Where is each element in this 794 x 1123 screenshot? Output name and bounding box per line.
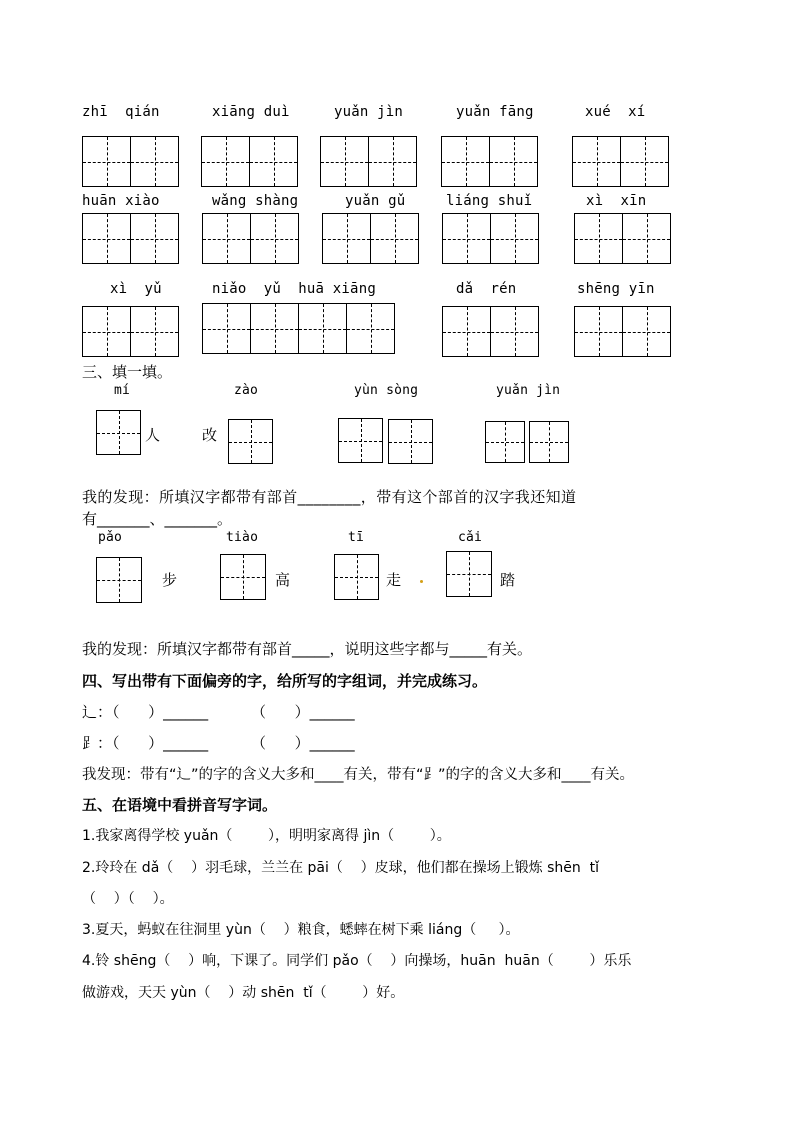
char-grid[interactable] [320,136,417,187]
pinyin-label: mí [114,383,131,398]
pinyin-label: shēng yīn [577,281,655,297]
section-title-3: 三、填一填。 [82,363,173,381]
pinyin-label: pǎo [98,530,123,545]
pinyin-label: tī [348,530,365,545]
pinyin-label: yuǎn jìn [496,383,561,398]
question-1: 1.我家离得学校 yuǎn（ ），明明家离得 jìn（ ）。 [82,828,451,844]
radical-row-1: 辶：（ ）______ （ ）______ [82,703,355,721]
pinyin-label: liáng shuǐ [446,193,533,209]
char-grid[interactable] [201,136,298,187]
section-title-4: 四、写出带有下面偏旁的字，给所写的字组词，并完成练习。 [82,672,488,690]
pinyin-label: xiāng duì [212,104,290,120]
pinyin-label: tiào [226,530,259,545]
char-grid[interactable] [202,303,395,354]
char-grid[interactable] [82,306,179,357]
pinyin-label: dǎ rén [456,281,517,297]
char-grid[interactable] [82,213,179,264]
pinyin-label: zhī qián [82,104,160,120]
char-grid[interactable] [574,213,671,264]
char-grid[interactable] [338,418,383,463]
finding-text-1b: 有_______、_______。 [82,510,233,528]
section-title-5: 五、在语境中看拼音写字词。 [82,796,278,814]
question-2: 2.玲玲在 dǎ（ ）羽毛球，兰兰在 pāi（ ）皮球，他们都在操场上锻炼 shēn tǐ [82,860,600,876]
pinyin-label: niǎo yǔ huā xiāng [212,281,376,297]
char-grid[interactable] [388,419,433,464]
pinyin-label: yuǎn jìn [334,104,404,120]
char-grid[interactable] [446,551,492,597]
pinyin-label: yuǎn fāng [456,104,534,120]
radical-row-2: ⻊：（ ）______ （ ）______ [82,734,355,752]
pinyin-label: yuǎn gǔ [345,193,406,209]
char-grid[interactable] [442,213,539,264]
pinyin-label: wǎng shàng [212,193,299,209]
given-char: 高 [275,571,291,589]
char-grid[interactable] [96,410,141,455]
char-grid[interactable] [228,419,273,464]
given-char: 走 [386,571,402,589]
char-grid[interactable] [82,136,179,187]
char-grid[interactable] [220,554,266,600]
question-2-cont: （ ）（ ）。 [82,891,174,907]
char-grid[interactable] [485,421,525,463]
finding-text-1: 我的发现：所填汉字都带有部首________，带有这个部首的汉字我还知道 [82,488,577,506]
char-grid[interactable] [96,557,142,603]
char-grid[interactable] [202,213,299,264]
given-char: 步 [162,571,178,589]
finding-text-3: 我发现：带有“辶”的字的含义大多和____有关，带有“⻊”的字的含义大多和____有关。 [82,767,635,783]
char-grid[interactable] [442,306,539,357]
question-4: 4.铃 shēng（ ）响，下课了。同学们 pǎo（ ）向操场，huān huān（ ）乐乐 [82,953,632,969]
pinyin-label: xì xīn [586,193,647,209]
stray-dot [420,580,423,583]
pinyin-label: cǎi [458,530,483,545]
finding-text-2: 我的发现：所填汉字都带有部首_____，说明这些字都与_____有关。 [82,640,533,658]
given-char: 改 [202,426,218,444]
char-grid[interactable] [441,136,538,187]
char-grid[interactable] [334,554,379,600]
char-grid[interactable] [529,421,569,463]
char-grid[interactable] [322,213,419,264]
pinyin-label: huān xiào [82,193,160,209]
given-char: 踏 [500,571,516,589]
pinyin-label: yùn sòng [354,383,419,398]
question-4-cont: 做游戏，天天 yùn（ ）动 shēn tǐ（ ）好。 [82,985,405,1001]
char-grid[interactable] [572,136,669,187]
question-3: 3.夏天，蚂蚁在往洞里 yùn（ ）粮食，蟋蟀在树下乘 liáng（ ）。 [82,922,520,938]
char-grid[interactable] [574,306,671,357]
pinyin-label: xì yǔ [110,281,162,297]
pinyin-label: xué xí [585,104,646,120]
given-char: 人 [145,426,161,444]
pinyin-label: zào [234,383,259,398]
